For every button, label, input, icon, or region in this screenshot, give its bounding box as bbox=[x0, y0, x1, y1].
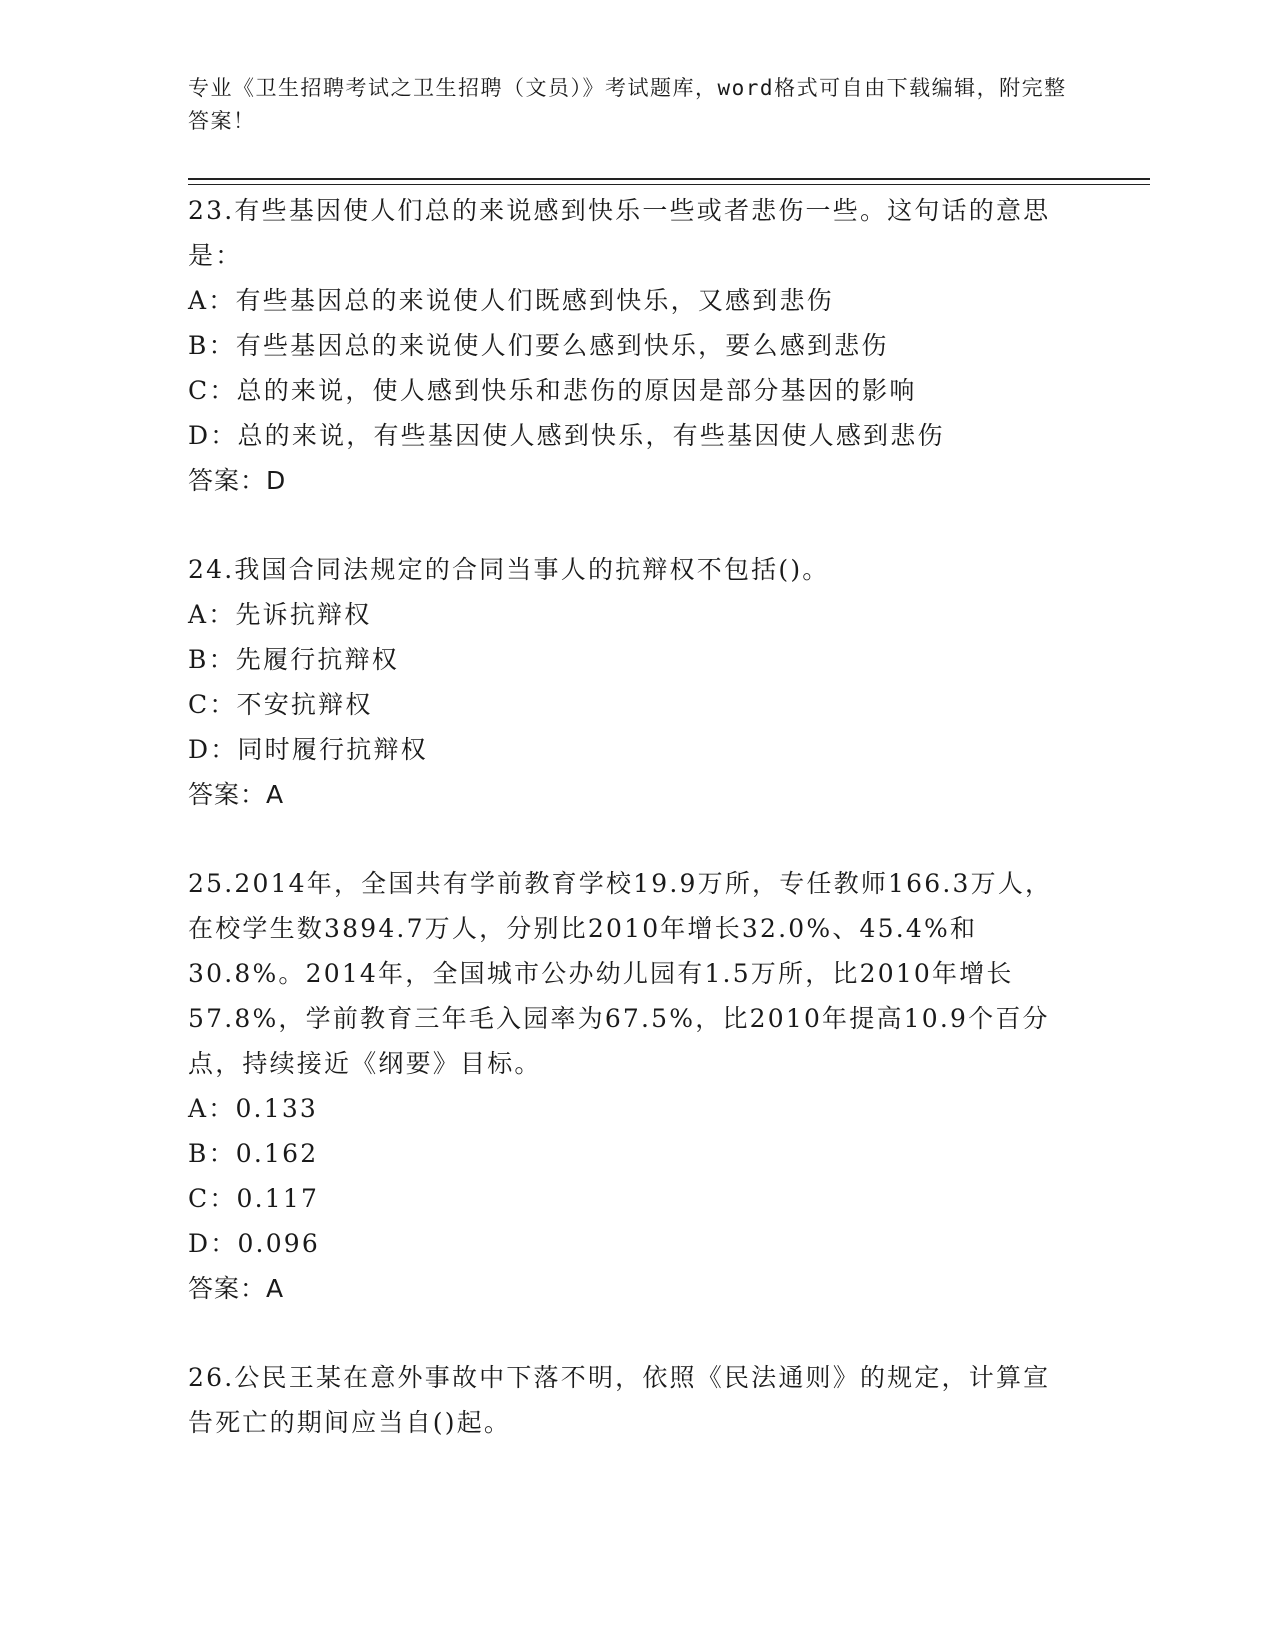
option-d: D：总的来说，有些基因使人感到快乐，有些基因使人感到悲伤 bbox=[188, 421, 945, 450]
document-page bbox=[188, 0, 1148, 1650]
question-stem: 26.公民王某在意外事故中下落不明，依照《民法通则》的规定，计算宣告死亡的期间应当自()起。 bbox=[188, 1363, 1051, 1437]
option-b: B：先履行抗辩权 bbox=[188, 645, 399, 674]
header-divider-thick bbox=[188, 178, 1150, 180]
option-b: B：有些基因总的来说使人们要么感到快乐，要么感到悲伤 bbox=[188, 331, 889, 360]
question-23 bbox=[188, 188, 1088, 503]
answer-text: 答案：A bbox=[188, 1274, 285, 1303]
question-stem: 25.2014年，全国共有学前教育学校19.9万所，专任教师166.3万人，在校学生数3894.7万人，分别比2010年增长32.0%、45.4%和30.8%。2014年，全国城市公办幼儿园有1.5万所，比2010年增长57.8%，学前教育三年毛入园率为67.5%，比2010年提高10.9个百分点，持续接近《纲要》目标。 bbox=[188, 869, 1053, 1078]
option-c: C：总的来说，使人感到快乐和悲伤的原因是部分基因的影响 bbox=[188, 376, 917, 405]
header-divider-thin bbox=[188, 184, 1150, 185]
answer-text: 答案：A bbox=[188, 780, 285, 809]
option-d: D：0.096 bbox=[188, 1229, 321, 1258]
question-26 bbox=[188, 1355, 1088, 1445]
option-c: C：0.117 bbox=[188, 1184, 320, 1213]
question-24 bbox=[188, 547, 1088, 817]
question-25 bbox=[188, 861, 1088, 1311]
question-list bbox=[188, 188, 1088, 1489]
question-stem: 24.我国合同法规定的合同当事人的抗辩权不包括()。 bbox=[188, 555, 830, 584]
option-d: D：同时履行抗辩权 bbox=[188, 735, 428, 764]
option-c: C：不安抗辩权 bbox=[188, 690, 373, 719]
option-a: A：有些基因总的来说使人们既感到快乐，又感到悲伤 bbox=[188, 286, 834, 315]
option-b: B：0.162 bbox=[188, 1139, 319, 1168]
answer-text: 答案：D bbox=[188, 466, 287, 495]
option-a: A：0.133 bbox=[188, 1094, 319, 1123]
document-header: 专业《卫生招聘考试之卫生招聘（文员）》考试题库，word格式可自由下载编辑，附完整答案！ bbox=[188, 76, 1067, 133]
option-a: A：先诉抗辩权 bbox=[188, 600, 372, 629]
question-stem: 23.有些基因使人们总的来说感到快乐一些或者悲伤一些。这句话的意思是： bbox=[188, 196, 1051, 270]
